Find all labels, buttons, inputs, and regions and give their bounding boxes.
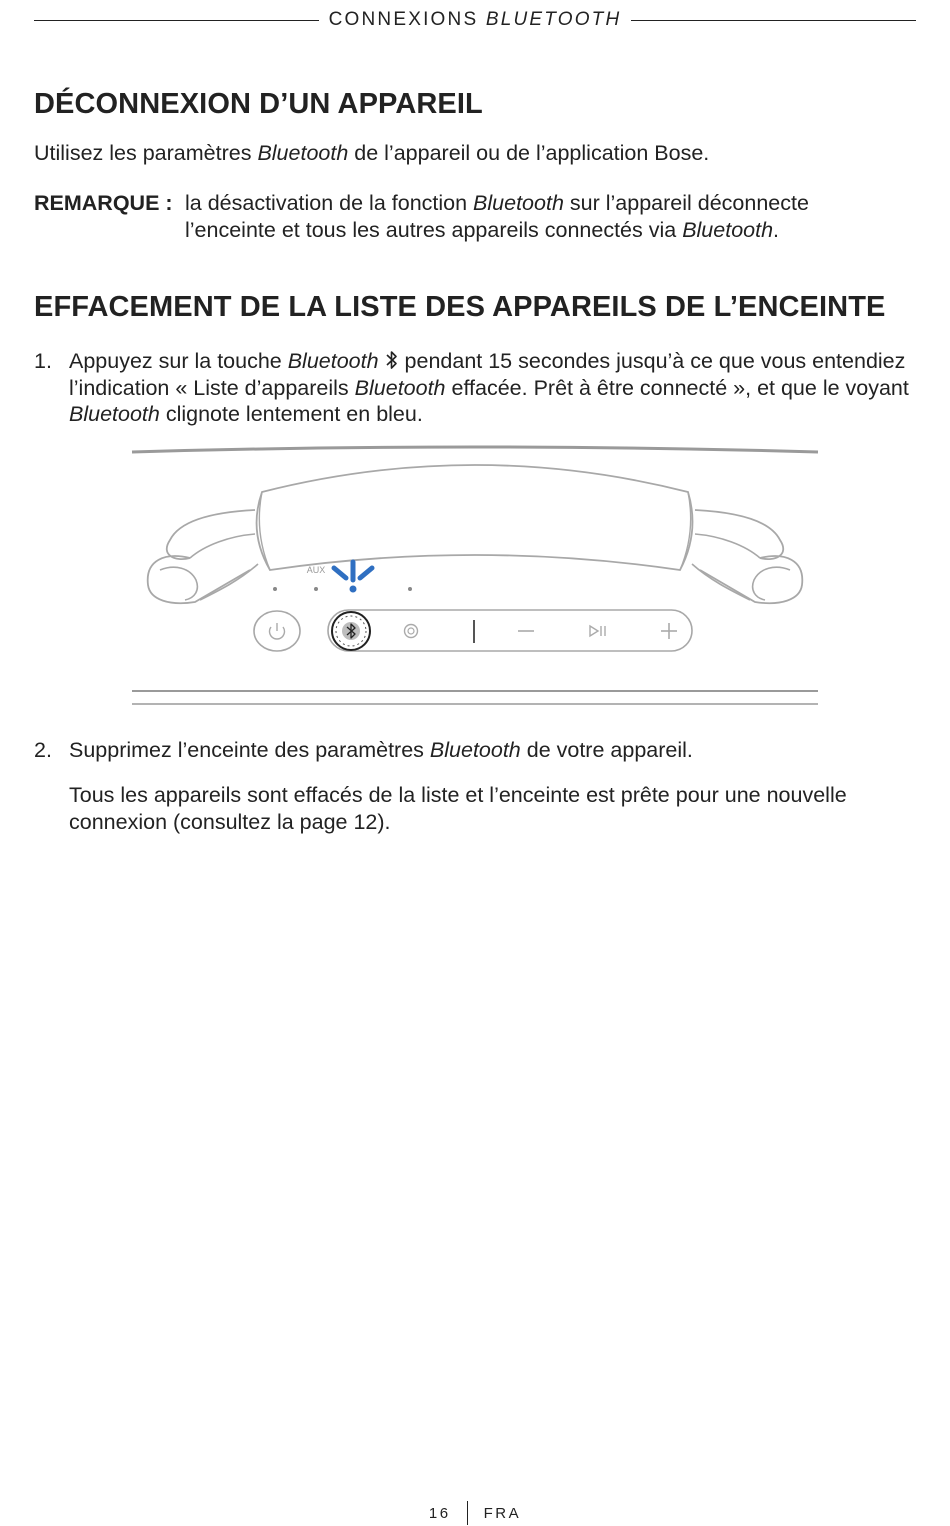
- bluetooth-button: [332, 612, 370, 650]
- right-handle-outline: [695, 510, 802, 603]
- section-heading-clear-list: EFFACEMENT DE LA LISTE DES APPAREILS DE L’ENCEINTE: [34, 291, 886, 323]
- speaker-illustration: [0, 440, 950, 720]
- note-text: la désactivation de la fonction Bluetooth sur l’appareil déconnecte l’enceinte et tous les autres appareils connectés via Bluetooth.: [185, 191, 809, 242]
- bluetooth-icon: [385, 349, 399, 371]
- page-number: 16: [428, 1504, 451, 1522]
- page-footer: [0, 1500, 950, 1526]
- step-2-result: Tous les appareils sont effacés de la liste et l’enceinte est prête pour une nouvelle connexion (consultez la page 12).: [69, 783, 847, 834]
- header-rule-right: [631, 20, 916, 21]
- aux-label: AUX: [306, 565, 326, 575]
- disconnect-instruction: Utilisez les paramètres Bluetooth de l’appareil ou de l’application Bose.: [34, 141, 710, 165]
- header-rule-left: [34, 20, 319, 21]
- left-handle-outline: [148, 510, 255, 603]
- step-1-number: 1.: [34, 349, 52, 373]
- language-code: FRA: [483, 1504, 522, 1522]
- running-header: [34, 8, 916, 32]
- speaker-band: [257, 465, 693, 570]
- footer-separator: [467, 1501, 468, 1525]
- step-1-text: Appuyez sur la touche Bluetooth pendant 15 secondes jusqu’à ce que vous entendiez l’indication « Liste d’appareils Bluetooth effacée. Prêt à être connecté », et que le voyant Bluetooth clignote lentement en bleu.: [69, 349, 909, 426]
- note-label: REMARQUE :: [34, 191, 173, 215]
- step-2-text: Supprimez l’enceinte des paramètres Bluetooth de votre appareil.: [69, 738, 693, 762]
- bluetooth-status-indicator: [334, 562, 372, 580]
- section-heading-disconnect: DÉCONNEXION D’UN APPAREIL: [34, 88, 483, 120]
- header-title: CONNEXIONS BLUETOOTH: [328, 9, 622, 30]
- power-button: [254, 611, 300, 651]
- control-strip: [328, 610, 692, 651]
- step-2-number: 2.: [34, 738, 52, 762]
